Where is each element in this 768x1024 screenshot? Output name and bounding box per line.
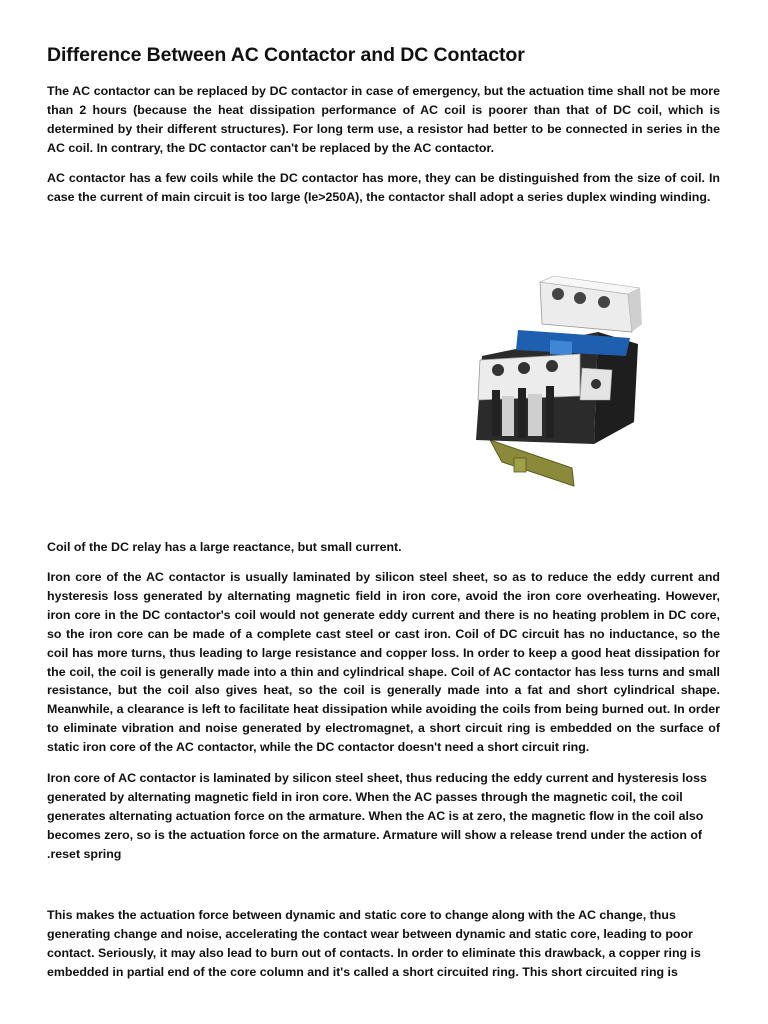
paragraph-lamination: Iron core of AC contactor is laminated by silicon steel sheet, thus reducing the eddy current and hysteresis loss generated by alternating magnetic field in iron core. When the AC passes through the magnetic coil, the coil generates alternating actuation force on the armature. When the AC is at zero, the magnetic flow in the coil also becomes zero, so is the actuation force on the armature. Armature will show a release trend under the action of .reset spring — [47, 771, 707, 861]
page-title: Difference Between AC Contactor and DC Contactor — [47, 44, 525, 66]
paragraph-short-ring: This makes the actuation force between dynamic and static core to change along with the AC change, thus generating change and noise, accelerating the contact wear between dynamic and static core, leading to poor contact. Seriously, it may also lead to burn out of contacts. In order to eliminate this drawback, a copper ring is embedded in partial end of the core column and it's called a short circuited ring. This short circuited ring is — [47, 908, 701, 979]
paragraph-replacement: The AC contactor can be replaced by DC contactor in case of emergency, but the actuation time shall not be more than 2 hours (because the heat dissipation performance of AC coil is poorer than that of DC coil, which is determined by their different structures). For long term use, a resistor had better to be connected in series in the AC coil. In contrary, the DC contactor can't be replaced by the AC contactor. — [47, 84, 720, 155]
paragraph-coil-count: AC contactor has a few coils while the DC contactor has more, they can be distinguished from the size of coil. In case the current of main circuit is too large (Ie>250A), the contactor shall adopt a series duplex winding winding. — [47, 171, 720, 204]
contactor-photo — [462, 272, 650, 494]
paragraph-dc-relay: Coil of the DC relay has a large reactance, but small current. — [47, 540, 402, 554]
paragraph-iron-core: Iron core of the AC contactor is usually laminated by silicon steel sheet, so as to reduce the eddy current and hysteresis loss generated by alternating magnetic field in iron core, avoid the iron core overheating. However, iron core in the DC contactor's coil would not generate eddy current and there is no heating problem in DC core, so the iron core can be made of a complete cast steel or cast iron. Coil of DC circuit has no inductance, so the coil has more turns, thus leading to large resistance and copper loss. In order to keep a good heat dissipation for the coil, the coil is generally made into a thin and cylindrical shape. Coil of AC contactor has less turns and small resistance, but the coil also gives heat, so the coil is generally made into a fat and short cylindrical shape. Meanwhile, a clearance is left to facilitate heat dissipation while avoiding the coils from being burned out. In order to eliminate vibration and noise generated by electromagnet, a short circuit ring is embedded on the surface of static iron core of the AC contactor, while the DC contactor doesn't need a short circuit ring. — [47, 570, 720, 755]
